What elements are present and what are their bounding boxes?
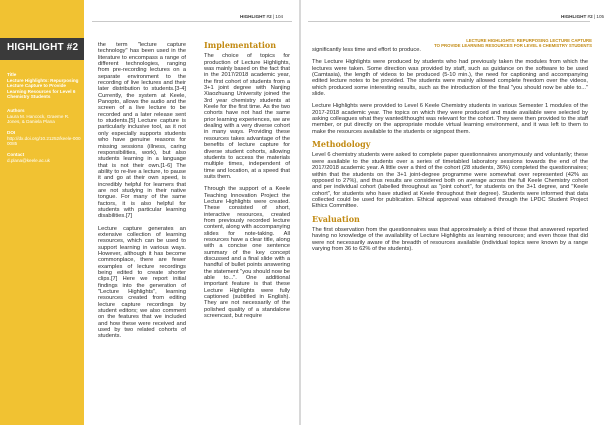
left-header-prefix: HIGHLIGHT #2	[240, 14, 272, 19]
right-header-prefix: HIGHLIGHT #2	[561, 14, 593, 19]
right-header-rule	[308, 21, 590, 22]
doi-link[interactable]: http://dx.doi.org/10.21252/keele-0000085	[7, 135, 81, 147]
evaluation-heading: Evaluation	[312, 213, 360, 224]
paragraph: The first observation from the questionnaires was that approximately a third of those that answered reported having no knowledge of the availability of Lecture Highlights as learning resources; and even those that did were not necessarily aware of the breadth of resources available (individual topics were known by a range varying from 36 to 62% of the students).	[312, 226, 588, 252]
running-title-line-1: LECTURE HIGHLIGHTS: REPURPOSING LECTURE CAPTURE	[466, 38, 592, 43]
doi-label: DOI	[7, 130, 16, 135]
right-page-header: HIGHLIGHT #2 | 105	[561, 14, 604, 19]
left-column-1	[98, 42, 186, 346]
authors: Laura M. Hancock, Graeme R. Jones, & Daniela Plana	[7, 113, 70, 125]
contact-label: Contact	[7, 152, 25, 157]
page-gutter	[299, 0, 301, 425]
left-header-rule	[92, 21, 292, 22]
implementation-heading: Implementation	[204, 40, 277, 50]
left-page-number: 104	[275, 14, 284, 19]
sidebar-contact-block	[7, 152, 81, 163]
paragraph: Level 6 chemistry students were asked to complete paper questionnaires anonymously and voluntarily; these were available to the students over a series of timetabled laboratory sessions towards the end of the 2017/2018 academic year. A little over a third of the cohort (28 students, 36%) completed the questionnaires; within that the students on the 3+1 joint-degree programme were somewhat over represented (42% as opposed to 27%), and thus results are considered both on average across the full Keele Chemistry cohort and per individual cohort (labelled throughout as "joint cohort", for students on the 3+1 degree, and "Keele cohort", for students who have studied at Keele throughout their degree). Students were informed that data collected could be used for publication. Ethical approval was obtained through the LPDC Student Project Ethics Committee.	[312, 152, 588, 210]
sidebar-authors-block	[7, 108, 81, 125]
article-title: Lecture Highlights: Repurposing Lecture Capture to Provide Learning Resources for Level 6 Chemistry Students	[7, 77, 79, 100]
paragraph: Lecture Highlights were provided to Level 6 Keele Chemistry students in various Semester 1 modules of the 2017-2018 academic year. The topics on which they were produced and made available were selected by asking colleagues what they wanted/thought was relevant for the cohort. They were then provided to the staff member, or put directly on the appropriate module virtual learning environment, and it was left to them to make the resources available to the students or signpost them.	[312, 103, 588, 135]
left-page-header: HIGHLIGHT #2 | 104	[240, 14, 284, 19]
authors-label: Authors	[7, 108, 25, 113]
sidebar-title-block	[7, 72, 81, 100]
paragraph: the term "lecture capture technology" has been used in the literature to encompass a range of different technologies, ranging from pre-recording lectures on a separate environment to the recording of live lectures and their later distribution to students.[3-4] Currently, the system at Keele, Panopto, allows the audio and the screen of a live lecture to be recorded and a later release sent to students.[5] Lecture capture is particularly inclusive tool, as it not only especially supports students who have genuine reasons for missing sessions (illness, caring responsibilities, work), but also students learning in a language that is not their own.[1-6] The ability to re-live a lecture, to pause it and go at their own speed, is incredibly helpful for learners that are not studying in their native tongue. For many of the same factors, it is also helpful for students with particular learning disabilities.[7]	[98, 42, 186, 220]
right-column	[312, 47, 588, 258]
paragraph: Lecture capture generates an extensive collection of learning resources, which can be used to support learning in various ways. However, although it has become commonplace, there are fewer examples of lecture recordings being edited to create shorter clips.[7] Here we report initial findings into the generation of "Lecture Highlights", learning resources created from editing lecture capture recordings by student editors; we also comment on the features that we included and how these were received and used by two related cohorts of students.	[98, 225, 186, 340]
title-label: Title	[7, 72, 17, 77]
highlight-heading: HIGHLIGHT #2	[7, 42, 79, 53]
paragraph: The choice of topics for production of Lecture Highlights, was mainly based on the fact that in the 2017/2018 academic year, the first cohort of students from a 3+1 joint degree with Nanjing Xiaozhuang University joined the 3rd year chemistry students at Keele for the first time. As the two cohorts have not had the same prior learning experiences, we are dealing with a very diverse cohort in many ways. Providing these resources takes advantage of the benefits of lecture capture for diverse student cohorts, allowing students to access the materials multiple times, independent of time and location, at a speed that suits them.	[204, 53, 290, 180]
contact-email[interactable]: d.plana@keele.ac.uk	[7, 157, 50, 163]
paragraph: The Lecture Highlights were produced by students who had previously taken the modules from which the lectures were taken. Some direction was provided by staff, such as guidance on the software to be used (Camtasia), the length of videos to be produced (5-10 min.), the need for captioning and accompanying edited lecture notes to be provided. The students were mainly allowed complete freedom over the videos, which produced some interesting results, such as the introduction of the final "you should now be able to..." slide.	[312, 59, 588, 98]
methodology-heading: Methodology	[312, 139, 371, 150]
sidebar	[0, 0, 84, 425]
paragraph: significantly less time and effort to produce.	[312, 47, 421, 53]
left-column-2	[204, 42, 290, 325]
running-title-line-2: TO PROVIDE LEARNING RESOURCES FOR LEVEL 6 CHEMISTRY STUDENTS	[434, 43, 592, 49]
sidebar-doi-block	[7, 130, 81, 147]
paragraph: Through the support of a Keele Teaching Innovation Project the Lecture Highlights were created. These consisted of short, interactive resources, created from previously recorded lecture content, along with accompanying slides for note-taking. All resources have a clear title, along with a concise one sentence summary of the key concept discussed and a final slide with a handful of bullet points answering the statement "you should now be able to...". One additional important feature is that these Lecture Highlights were fully captioned (subtitled in English). They are not necessarily of the polished quality of a standalone screencast, but require	[204, 186, 290, 320]
right-page-number: 105	[596, 14, 604, 19]
